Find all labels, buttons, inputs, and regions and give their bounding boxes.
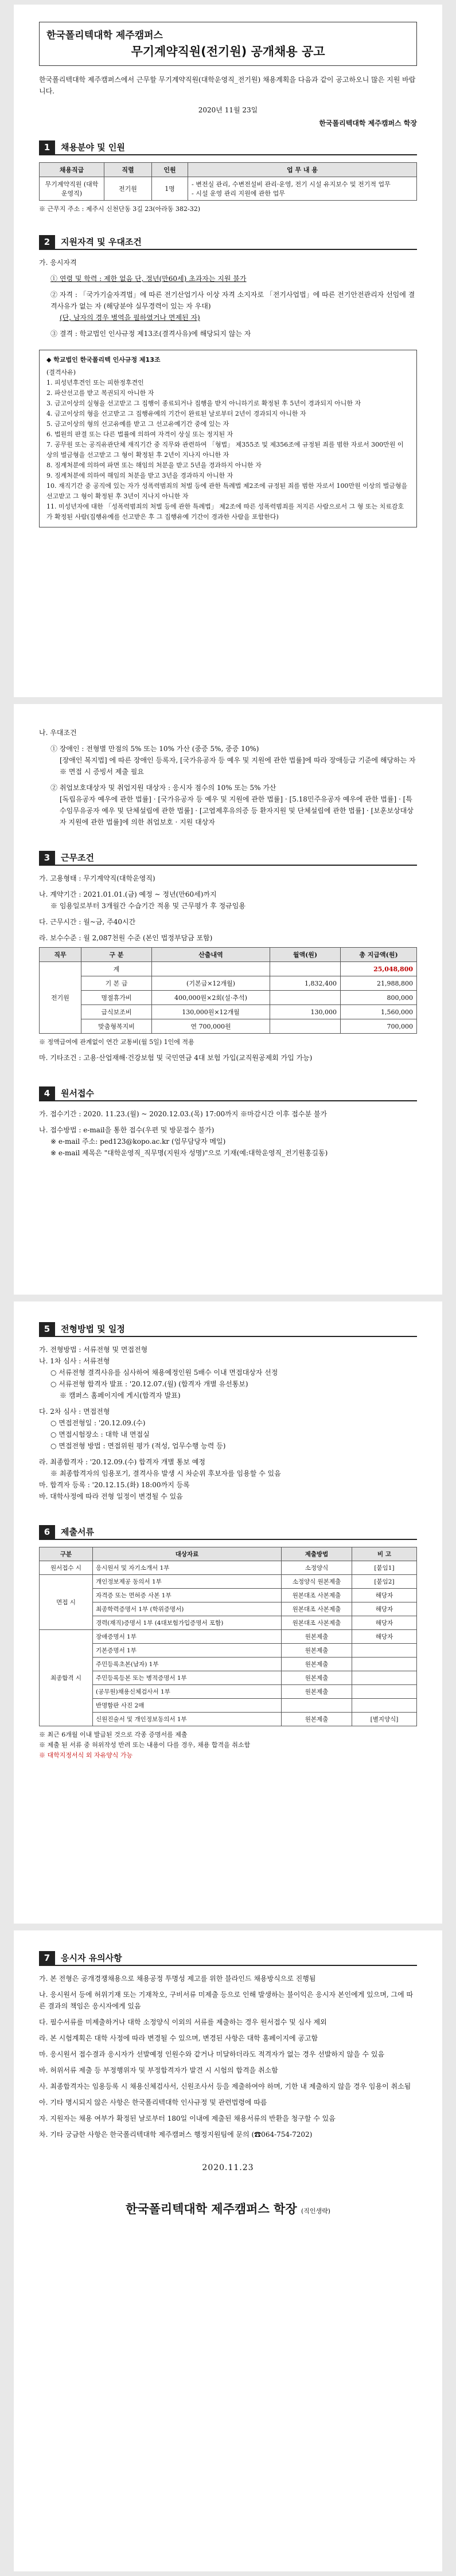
cell-item: 주민등록초본(남자) 1부: [93, 1658, 282, 1671]
process-line: 다. 2차 심사 : 면접전형: [39, 1408, 110, 1416]
work-line: 라. 보수수준 : 월 2,087천원 수준 (본인 법정부담금 포함): [39, 934, 213, 942]
cell-item: 계: [81, 962, 152, 976]
section-header-6: [39, 1525, 417, 1540]
process-line: ○ 서류전형 결격사유를 심사하여 채용예정인원 5배수 이내 면접대상자 선정: [50, 1369, 278, 1377]
basis-line: 1. 피성년후견인 또는 피한정후견인: [46, 379, 144, 386]
subsection-title: 가. 응시자격: [39, 259, 77, 267]
notice-line: 사. 최종합격자는 임용등록 시 채용신체검사서, 신원조사서 등을 제출하여야 하며, 기한 내 제출하지 않을 경우 임용이 취소됨: [39, 2082, 411, 2090]
announcer: 한국폴리텍대학 제주캠퍼스 학장: [319, 119, 417, 127]
cell-item: 개인정보제공 동의서 1부: [93, 1575, 282, 1589]
recruit-table: [39, 162, 417, 201]
table-header: 직렬: [104, 163, 152, 177]
qualify-item: ① 연령 및 학력 : 제한 없음 단, 정년(만60세) 초과자는 지원 불가: [50, 275, 247, 283]
document-page-1: [14, 5, 442, 697]
notice-line: 가. 본 전형은 공개경쟁채용으로 채용공정 투명성 제고를 위한 블라인드 채용방식으로 진행됨: [39, 1975, 316, 1983]
cell-method: 원본대조 사본제출: [282, 1616, 352, 1630]
cell-calc: 400,000원×2회(설·추석): [152, 991, 270, 1005]
notice-line: 아. 기타 명시되지 않은 사항은 한국폴리텍대학 인사규정 및 관련법령에 따름: [39, 2098, 267, 2106]
process-line: 나. 1차 심사 : 서류전형: [39, 1357, 110, 1365]
basis-line: 4. 금고이상의 형을 선고받고 그 집행유예의 기간이 완료된 날로부터 2년이 경과되지 아니한 자: [46, 410, 306, 417]
pref-item: ① 장애인 : 전형별 만점의 5% 또는 10% 가산 (중증 5%, 중증 10%): [50, 745, 259, 753]
table-row: [40, 1602, 417, 1616]
table-row: [40, 1644, 417, 1658]
section-title: 지원자격 및 우대조건: [61, 237, 142, 247]
cell-method: 원본제출: [282, 1713, 352, 1726]
cell-monthly: 130,000: [270, 1005, 341, 1019]
footer-org: [14, 2200, 442, 2217]
table-row: [40, 177, 417, 201]
qualify-item: ③ 결격 : 학교법인 인사규정 제13조(결격사유)에 해당되지 않는 자: [50, 330, 251, 338]
docs-note: ※ 제출 된 서류 중 허위작성 반려 또는 내용이 다를 경우, 채용 합격을 취소함: [39, 1741, 251, 1749]
basis-line: 11. 미성년자에 대한 「성폭력범죄의 처벌 등에 관한 특례법」 제2조에 따른 성폭력범죄를 저지른 사람으로서 그 형 또는 치료감호가 확정된 사람(집행유예를 선고받은 후 그 집행유예 기간이 경과한 사람을 포함한다): [46, 503, 404, 521]
section-title: 채용분야 및 인원: [61, 142, 125, 153]
cell-item: 명절휴가비: [81, 991, 152, 1005]
table-header: 채용직급: [40, 163, 104, 177]
cell-item: 기 본 급: [81, 976, 152, 991]
apply-line: 가. 접수기간 : 2020. 11.23.(월) ~ 2020.12.03.(목) 17:00까지 ※마감시간 이후 접수분 불가: [39, 1110, 328, 1118]
cell-item: 최종학력증명서 1부 (학위증명서): [93, 1602, 282, 1616]
title-box: [39, 22, 417, 66]
table-header: 비 고: [352, 1547, 417, 1561]
workplace-note: ※ 근무지 주소 : 제주시 신천단동 3길 23(아라동 382-32): [39, 205, 200, 213]
apply-email: ※ e-mail 주소: ped123@kopo.ac.kr (업무담당자 메일): [50, 1137, 226, 1146]
announce-date: 2020년 11월 23일: [198, 106, 258, 114]
notice-line: 차. 기타 궁금한 사항은 한국폴리텍대학 제주캠퍼스 행정지원팀에 문의 (☎064-754-7202): [39, 2131, 313, 2139]
cell-item: 기본증명서 1부: [93, 1644, 282, 1658]
table-header: 산출내역: [152, 948, 270, 962]
cell-item: 응시원서 및 자기소개서 1부: [93, 1561, 282, 1575]
section-title: 원서접수: [61, 1088, 94, 1099]
cell-note: [352, 1685, 417, 1699]
table-header: 구 분: [81, 948, 152, 962]
section-title: 근무조건: [61, 853, 94, 863]
pay-table: [39, 947, 417, 1034]
section-number: 3: [39, 851, 55, 865]
cell-item: 반명함판 사진 2매: [93, 1699, 282, 1713]
footer-seal-note: (직인생략): [301, 2207, 331, 2215]
pref-item: [독립유공자 예우에 관한 법률] · [국가유공자 등 예우 및 지원에 관한 법률] · [5.18민주유공자 예우에 관한 법률] · [특수임무유공자 예우 및 단체설립에 관한 법률] · [고엽제후유의증 등 환자지원 및 단체설립에 관한 법률] · [보훈보상대상자 지원에 관한 법률]에 의한 취업보호 · 지원 대상자: [60, 795, 414, 826]
cell-total: 25,048,800: [341, 962, 417, 976]
cell-group: 최종합격 시: [40, 1630, 93, 1726]
cell-item: (공무원)채용신체검사서 1부: [93, 1685, 282, 1699]
cell-calc: 130,000원×12개월: [152, 1005, 270, 1019]
table-row: [40, 1699, 417, 1713]
basis-title: ◆ 학교법인 한국폴리텍 인사규정 제13조: [46, 356, 161, 363]
table-header: 총 지급액(원): [341, 948, 417, 962]
basis-line: 8. 징계처분에 의하여 파면 또는 해임의 처분을 받고 5년을 경과하지 아니한 자: [46, 462, 262, 469]
table-header: 대상자료: [93, 1547, 282, 1561]
table-header: 인원: [152, 163, 188, 177]
cell-count: 1명: [152, 177, 188, 201]
cell-method: 원본제출: [282, 1658, 352, 1671]
cell-calc: 연 700,000원: [152, 1019, 270, 1034]
process-line: ※ 캠퍼스 홈페이지에 게시(합격자 발표): [60, 1391, 181, 1400]
table-row: [40, 962, 417, 976]
disqualification-box: [39, 350, 417, 527]
table-row: [40, 1005, 417, 1019]
cell-item: 주민등록등본 또는 병적증명서 1부: [93, 1671, 282, 1685]
notice-line: 다. 필수서류를 미제출하거나 대학 소정양식 이외의 서류를 제출하는 경우 원서접수 및 심사 제외: [39, 2018, 327, 2026]
process-line: ○ 면접전형일 : '20.12.09.(수): [50, 1419, 146, 1427]
cell-item: 자격증 또는 면허증 사본 1부: [93, 1589, 282, 1602]
basis-line: 9. 징계처분에 의하여 해임의 처분을 받고 3년을 경과하지 아니한 자: [46, 472, 233, 479]
basis-subtitle: (결격사유): [46, 369, 76, 376]
table-row: [40, 1616, 417, 1630]
section-number: 5: [39, 1322, 55, 1336]
section-header-7: [39, 1951, 417, 1966]
cell-group: 원서접수 시: [40, 1561, 93, 1575]
work-line: 다. 근무시간 : 월~금, 주40시간: [39, 918, 136, 926]
cell-calc: [152, 962, 270, 976]
section-title: 응시자 유의사항: [61, 1953, 122, 1963]
cell-duties: [188, 177, 417, 201]
section-title: 전형방법 및 일정: [61, 1324, 125, 1334]
cell-method: 원본대조 사본제출: [282, 1589, 352, 1602]
work-line: 가. 고용형태 : 무기계약직(대학운영직): [39, 874, 155, 882]
footer-date: 2020.11.23: [202, 2163, 254, 2172]
table-row: [40, 1685, 417, 1699]
cell-monthly: [270, 991, 341, 1005]
qualify-item: (단, 남자의 경우 병역을 필하였거나 면제된 자): [60, 314, 200, 322]
section-number: 7: [39, 1951, 55, 1965]
table-header: 구분: [40, 1547, 93, 1561]
pref-item: ※ 면접 시 증빙서 제출 필요: [60, 768, 144, 776]
documents-table: [39, 1547, 417, 1726]
process-line: 라. 최종합격자 : '20.12.09.(수) 합격자 개별 통보 예정: [39, 1458, 205, 1466]
subsection-title: 나. 우대조건: [39, 729, 77, 737]
cell-method: 원본제출: [282, 1685, 352, 1699]
process-line: 바. 대학사정에 따라 전형 일정이 변경될 수 있음: [39, 1492, 183, 1500]
notice-line: 바. 허위서류 제출 등 부정행위자 및 부정합격자가 발견 시 시험의 합격을 취소함: [39, 2066, 278, 2074]
cell-note: [352, 1671, 417, 1685]
cell-method: 소정양식: [282, 1561, 352, 1575]
pref-item: [장애인 복지법] 에 따른 장애인 등록자, [국가유공자 등 예우 및 지원에 관한 법률]에 따라 장애등급 기준에 해당하는 자: [60, 756, 416, 764]
cell-item: 급식보조비: [81, 1005, 152, 1019]
page-title: 무기계약직원(전기원) 공개채용 공고: [131, 45, 325, 58]
process-line: 마. 합격자 등록 : '20.12.15.(화) 18:00까지 등록: [39, 1481, 190, 1489]
cell-total: 21,988,800: [341, 976, 417, 991]
table-header: 제출방법: [282, 1547, 352, 1561]
cell-note: [붙임2]: [352, 1575, 417, 1589]
document-page-4: [14, 1930, 442, 2571]
table-row: [40, 1671, 417, 1685]
notice-line: 마. 응시원서 접수결과 응시자가 선발예정 인원수와 같거나 미달하더라도 적격자가 없는 경우 선발하지 않을 수 있음: [39, 2050, 385, 2058]
table-row: [40, 976, 417, 991]
process-line: ○ 서류전형 합격자 발표 : '20.12.07.(월) (합격자 개별 유선통보): [50, 1380, 248, 1388]
cell-total: 700,000: [341, 1019, 417, 1034]
org-line: 한국폴리텍대학 제주캠퍼스: [46, 30, 163, 41]
cell-series: 전기원: [104, 177, 152, 201]
table-header: 직무: [40, 948, 81, 962]
table-row: [40, 1561, 417, 1575]
cell-monthly: [270, 1019, 341, 1034]
cell-item: 장애증명서 1부: [93, 1630, 282, 1644]
cell-job: 전기원: [40, 962, 81, 1034]
section-number: 4: [39, 1086, 55, 1100]
section-number: 6: [39, 1525, 55, 1539]
cell-note: 해당자: [352, 1589, 417, 1602]
cell-note: 해당자: [352, 1630, 417, 1644]
section-header-5: [39, 1322, 417, 1337]
docs-note: ※ 대학지정서식 외 자유양식 가능: [39, 1752, 133, 1759]
table-header: 월액(원): [270, 948, 341, 962]
section-number: 1: [39, 140, 55, 154]
table-row: [40, 1713, 417, 1726]
work-line: ※ 임용일로부터 3개월간 수습기간 적용 및 근무평가 후 정규임용: [50, 902, 245, 910]
basis-line: 7. 공무원 또는 공직유관단체 재직기간 중 직무와 관련하여 「형법」 제355조 및 제356조에 규정된 죄를 범한 자로서 300만원 이상의 벌금형을 선고받고 그 형이 확정된 후 2년이 지나지 아니한 자: [46, 441, 404, 459]
table-row: [40, 1019, 417, 1034]
cell-note: [352, 1699, 417, 1713]
pref-item: ② 취업보호대상자 및 취업지원 대상자 : 응시자 점수의 10% 또는 5% 가산: [50, 784, 276, 792]
notice-line: 나. 응시원서 등에 허위기재 또는 기재착오, 구비서류 미제출 등으로 인해 발생하는 불이익은 응시자 본인에게 있으며, 그에 따른 결과의 책임은 응시자에게 있음: [39, 1991, 414, 2010]
basis-line: 5. 금고이상의 형의 선고유예를 받고 그 선고유예기간 중에 있는 자: [46, 420, 229, 428]
process-line: ○ 면접전형 방법 : 면접위원 평가 (적성, 업무수행 능력 등): [50, 1442, 226, 1450]
basis-line: 2. 파산선고를 받고 복권되지 아니한 자: [46, 389, 154, 397]
apply-line: ※ e-mail 제목은 "대학운영직_직무명(지원자 성명)"으로 기재(예:대학운영직_전기원홍길동): [50, 1149, 328, 1157]
basis-line: 10. 재직기간 중 공직에 있는 자가 성폭력범죄의 처벌 등에 관한 특례법 제2조에 규정된 죄를 범한 자로서 100만원 이상의 벌금형을 선고받고 그 형이 확정된 후 3년이 지나지 아니한 자: [46, 482, 408, 500]
cell-note: [352, 1644, 417, 1658]
table-row: [40, 1658, 417, 1671]
section-title: 제출서류: [61, 1527, 94, 1537]
cell-item: 경력(재직)증명서 1부 (4대보험가입증명서 포함): [93, 1616, 282, 1630]
cell-note: [352, 1658, 417, 1671]
table-row: [40, 991, 417, 1005]
cell-note: 해당자: [352, 1616, 417, 1630]
work-line: 나. 계약기간 : 2021.01.01.(금) 예정 ~ 정년(만60세)까지: [39, 890, 217, 898]
process-line: ※ 최종합격자의 임용포기, 결격사유 발생 시 차순위 후보자를 임용할 수 있음: [50, 1469, 281, 1477]
table-header: 업 무 내 용: [188, 163, 417, 177]
section-header-2: [39, 235, 417, 250]
cell-item: 맞춤형복지비: [81, 1019, 152, 1034]
footer-org-name: 한국폴리텍대학 제주캠퍼스 학장: [125, 2202, 297, 2216]
intro-text: 한국폴리텍대학 제주캠퍼스에서 근무할 무기계약직원(대학운영직_전기원) 채용계획을 다음과 같이 공고하오니 많은 지원 바랍니다.: [39, 76, 416, 95]
duty-line: - 시설 운영 관리 지원에 관한 업무: [192, 190, 285, 197]
table-row: [40, 1589, 417, 1602]
basis-line: 6. 법원의 판결 또는 다른 법률에 의하여 자격이 상실 또는 정지된 자: [46, 431, 233, 438]
section-header-1: [39, 140, 417, 155]
cell-method: 원본대조 사본제출: [282, 1602, 352, 1616]
section-header-4: [39, 1086, 417, 1101]
cell-item: 신원진술서 및 개인정보동의서 1부: [93, 1713, 282, 1726]
cell-total: 800,000: [341, 991, 417, 1005]
cell-method: [282, 1699, 352, 1713]
duty-line: - 변전실 관리, 수변전설비 관리·운영, 전기 시설 유지보수 및 전기적 업무: [192, 181, 391, 188]
process-line: ○ 면접시험장소 : 대학 내 면접실: [50, 1430, 150, 1439]
cell-method: 원본제출: [282, 1630, 352, 1644]
table-row: [40, 1575, 417, 1589]
cell-total: 1,560,000: [341, 1005, 417, 1019]
cell-method: 소정양식 원본제출: [282, 1575, 352, 1589]
docs-note: ※ 최근 6개월 이내 발급된 것으로 각종 증명서를 제출: [39, 1731, 188, 1738]
cell-monthly: [270, 962, 341, 976]
table-row: [40, 1630, 417, 1644]
work-line: 마. 기타조건 : 고용·산업재해·건강보험 및 국민연금 4대 보험 가입(교직원공제회 가입 가능): [39, 1054, 313, 1062]
process-line: 가. 전형방법 : 서류전형 및 면접전형: [39, 1346, 148, 1354]
cell-note: [별지양식]: [352, 1713, 417, 1726]
cell-method: 원본제출: [282, 1644, 352, 1658]
document-page-3: [14, 1301, 442, 1924]
cell-method: 원본제출: [282, 1671, 352, 1685]
cell-note: [붙임1]: [352, 1561, 417, 1575]
apply-line: 나. 접수방법 : e-mail을 통한 접수(우편 및 방문접수 불가): [39, 1126, 215, 1134]
qualify-item: ② 자격 : 「국가기술자격법」에 따른 전기산업기사 이상 자격 소지자로 「전기사업법」에 따른 전기안전관리자 선임에 결격사유가 없는 자 (해당분야 실무경력이 있는 자 우대): [50, 291, 415, 310]
cell-calc: (기본급×12개월): [152, 976, 270, 991]
cell-note: 해당자: [352, 1602, 417, 1616]
section-number: 2: [39, 235, 55, 249]
cell-group: 면접 시: [40, 1575, 93, 1630]
cell-grade: 무기계약직원 (대학운영직): [40, 177, 104, 201]
cell-monthly: 1,832,400: [270, 976, 341, 991]
basis-line: 3. 금고이상의 실형을 선고받고 그 집행이 종료되거나 집행을 받지 아니하기로 확정된 후 5년이 경과되지 아니한 자: [46, 400, 361, 407]
document-page-2: [14, 704, 442, 1295]
pay-note: ※ 정액급여에 관계없이 연간 교통비(월 5일) 1인에 적용: [39, 1038, 194, 1046]
notice-line: 자. 지원자는 채용 여부가 확정된 날로부터 180일 이내에 제출된 채용서류의 반환을 청구할 수 있음: [39, 2114, 336, 2122]
section-header-3: [39, 851, 417, 866]
notice-line: 라. 본 시험계획은 대학 사정에 따라 변경될 수 있으며, 변경된 사항은 대학 홈페이지에 공고함: [39, 2034, 318, 2042]
